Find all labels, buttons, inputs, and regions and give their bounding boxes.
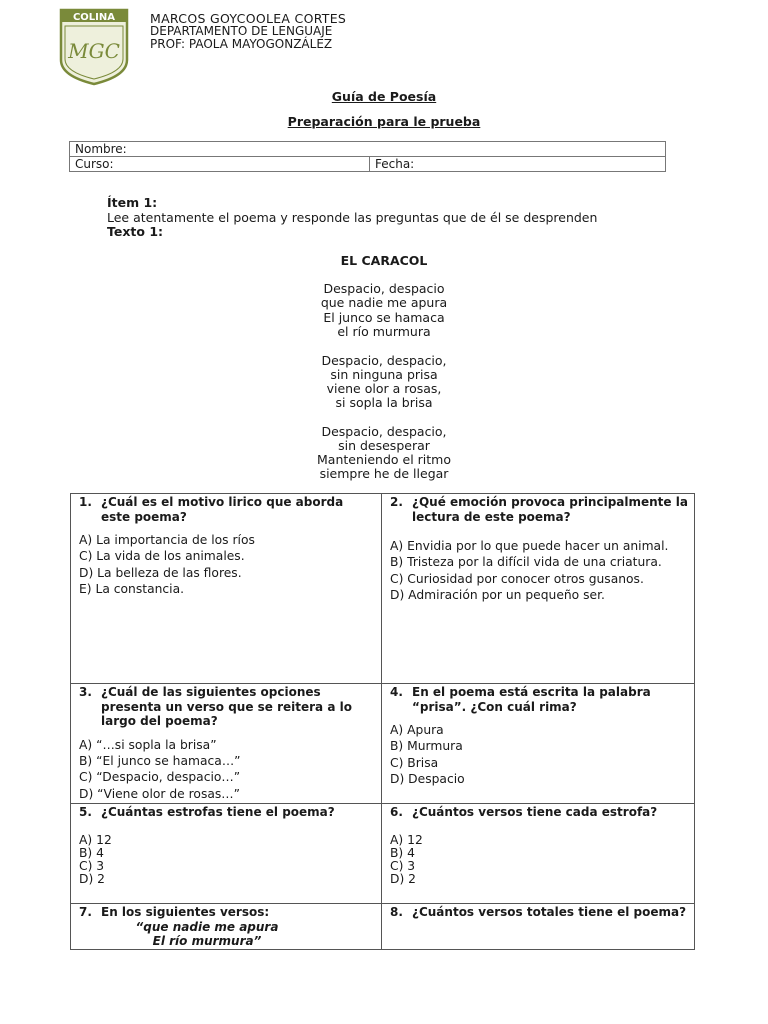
question-text: En el poema está escrita la palabra “prisa”. ¿Con cuál rima? [412, 685, 651, 714]
verse: viene olor a rosas, [326, 380, 442, 396]
document-subtitle: Preparación para le prueba [287, 114, 481, 129]
answer-option[interactable]: A) 12 [79, 832, 112, 847]
question-number: 4. [390, 685, 403, 699]
answer-option[interactable]: B) “El junco se hamaca…” [79, 753, 241, 768]
question-number: 6. [390, 805, 403, 819]
question-8 [382, 904, 695, 950]
question-7 [71, 904, 382, 950]
answer-options [79, 532, 375, 598]
verse: Despacio, despacio, [321, 423, 447, 439]
teacher-name: PROF: PAOLA MAYOGONZÁLEZ [150, 37, 333, 51]
school-logo [59, 8, 129, 86]
answer-options [390, 834, 688, 887]
stanza [0, 425, 768, 482]
question-number: 7. [79, 905, 92, 919]
student-info-table [69, 141, 666, 172]
question-text: ¿Cuál de las siguientes opciones presenta un verso que se reitera a lo largo del poema? [101, 685, 352, 728]
question-6 [382, 804, 695, 904]
answer-option[interactable]: B) Murmura [390, 739, 463, 754]
answer-option[interactable]: D) Admiración por un pequeño ser. [390, 588, 605, 603]
verse: sin desesperar [338, 438, 430, 454]
verse: Despacio, despacio [323, 281, 445, 297]
answer-options [79, 834, 375, 887]
verse: Manteniendo el ritmo [317, 452, 451, 468]
question-text: ¿Cuántas estrofas tiene el poema? [101, 805, 335, 819]
department-name: DEPARTAMENTO DE LENGUAJE [150, 24, 333, 38]
quoted-verse: El río murmura” [152, 934, 262, 948]
document-title: Guía de Poesía [331, 89, 437, 104]
course-field[interactable]: Curso: [70, 157, 370, 172]
date-field[interactable]: Fecha: [370, 157, 666, 172]
answer-option[interactable]: D) “Viene olor de rosas…” [79, 786, 240, 801]
questions-table [70, 493, 695, 950]
answer-option[interactable]: D) La belleza de las flores. [79, 565, 242, 580]
question-text: En los siguientes versos: [101, 905, 270, 919]
verse: El junco se hamaca [323, 309, 445, 325]
logo-monogram: MGC [68, 39, 120, 63]
poem [0, 254, 768, 496]
poem-title: EL CARACOL [340, 253, 428, 268]
verse: siempre he de llegar [319, 466, 449, 482]
answer-option[interactable]: D) Despacio [390, 772, 465, 787]
verse: el río murmura [337, 323, 431, 339]
answer-option[interactable]: C) Brisa [390, 755, 439, 770]
stanza [0, 354, 768, 411]
item-instructions [107, 196, 667, 240]
answer-option[interactable]: D) 2 [79, 872, 105, 887]
verse: sin ninguna prisa [330, 366, 438, 382]
answer-option[interactable]: A) 12 [390, 832, 423, 847]
verse: si sopla la brisa [335, 395, 433, 411]
question-number: 2. [390, 495, 403, 509]
answer-option[interactable]: C) La vida de los animales. [79, 549, 245, 564]
logo-text: COLINA [72, 12, 116, 23]
question-text: ¿Cuál es el motivo lirico que aborda este poema? [101, 495, 344, 524]
answer-option[interactable]: A) La importancia de los ríos [79, 533, 255, 547]
answer-option[interactable]: A) Apura [390, 723, 444, 737]
quoted-verse: “que nadie me apura [135, 919, 279, 934]
school-name: MARCOS GOYCOOLEA CORTES [150, 11, 347, 26]
name-field[interactable]: Nombre: [70, 142, 666, 157]
question-4 [382, 684, 695, 804]
item-heading: Ítem 1: [107, 195, 158, 210]
answer-option[interactable]: B) 4 [390, 845, 415, 860]
answer-option[interactable]: E) La constancia. [79, 582, 185, 597]
answer-option[interactable]: C) Curiosidad por conocer otros gusanos. [390, 571, 644, 586]
question-number: 3. [79, 685, 92, 699]
text-label: Texto 1: [107, 224, 164, 239]
question-text: ¿Cuántos versos totales tiene el poema? [412, 905, 687, 919]
item-instruction: Lee atentamente el poema y responde las preguntas que de él se desprenden [107, 209, 598, 225]
answer-option[interactable]: C) “Despacio, despacio…” [79, 770, 241, 785]
question-text: ¿Qué emoción provoca principalmente la lectura de este poema? [412, 495, 688, 524]
answer-options [390, 538, 688, 604]
answer-options [390, 722, 688, 788]
stanza [0, 282, 768, 339]
verse: que nadie me apura [320, 295, 448, 311]
question-number: 5. [79, 805, 92, 819]
answer-option[interactable]: D) 2 [390, 872, 416, 887]
answer-option[interactable]: C) 3 [390, 859, 416, 874]
question-2 [382, 494, 695, 684]
answer-option[interactable]: C) 3 [79, 859, 105, 874]
question-3 [71, 684, 382, 804]
answer-options [79, 737, 375, 803]
question-number: 8. [390, 905, 403, 919]
answer-option[interactable]: B) Tristeza por la difícil vida de una criatura. [390, 555, 662, 570]
answer-option[interactable]: B) 4 [79, 845, 104, 860]
question-text: ¿Cuántos versos tiene cada estrofa? [412, 805, 658, 819]
document-header [150, 12, 346, 51]
question-1 [71, 494, 382, 684]
question-5 [71, 804, 382, 904]
answer-option[interactable]: A) Envidia por lo que puede hacer un animal. [390, 539, 669, 553]
answer-option[interactable]: A) “…si sopla la brisa” [79, 737, 217, 752]
verse: Despacio, despacio, [321, 352, 447, 368]
question-number: 1. [79, 495, 92, 509]
